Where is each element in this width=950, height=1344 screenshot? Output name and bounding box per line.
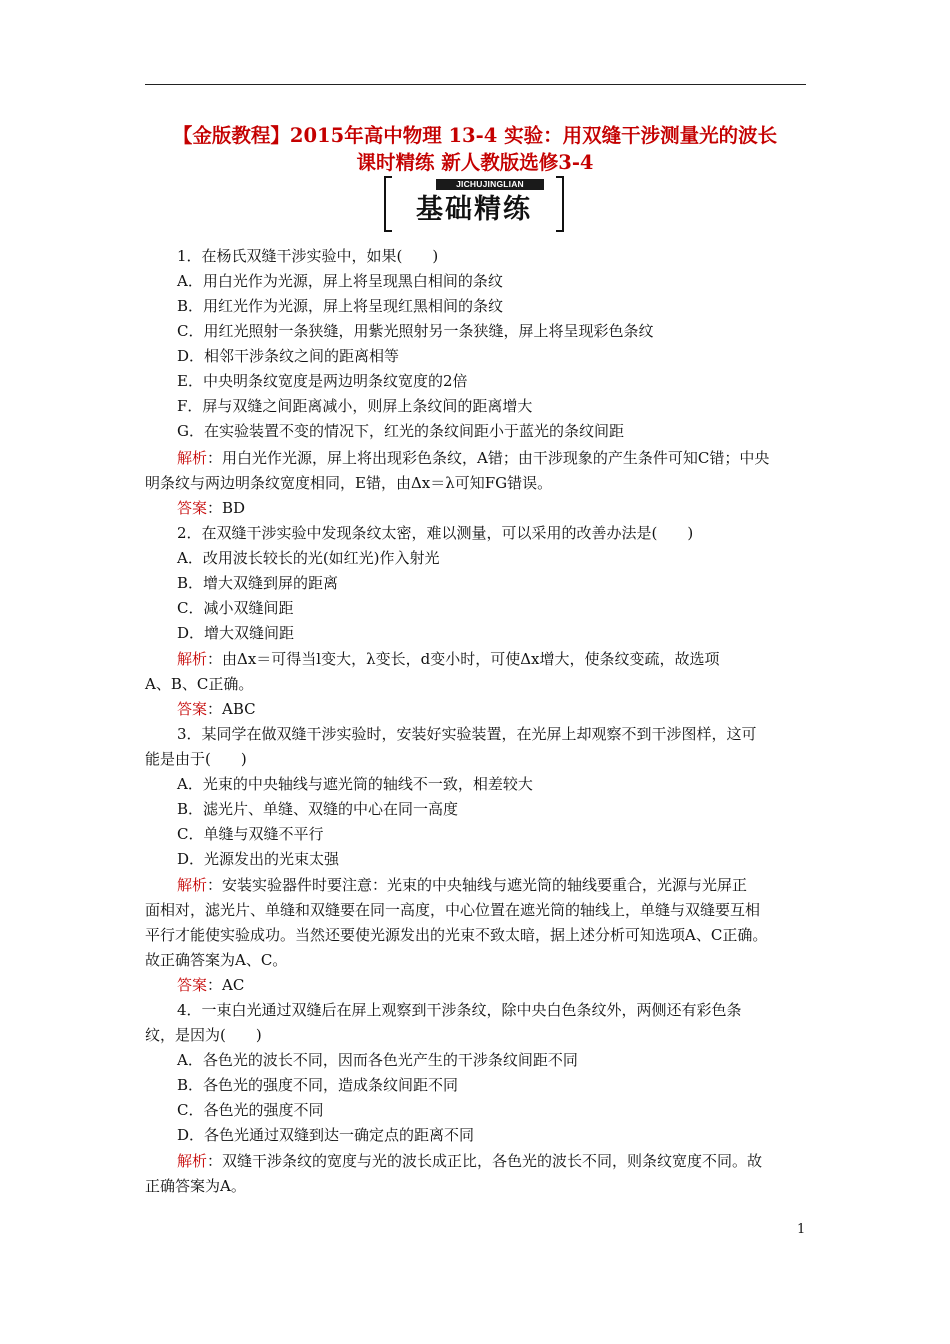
q3-stem-cont: 能是由于( )	[145, 750, 247, 768]
q3-analysis: 解析：安装实验器件时要注意：光束的中央轴线与遮光筒的轴线要重合，光源与光屏正	[177, 876, 748, 894]
q2-option-d: D．增大双缝间距	[177, 624, 295, 642]
q2-analysis-cont: A、B、C正确。	[145, 675, 254, 693]
q3-option-b: B．滤光片、单缝、双缝的中心在同一高度	[177, 800, 459, 818]
analysis-label: 解析	[177, 876, 208, 894]
q4-option-b: B．各色光的强度不同，造成条纹间距不同	[177, 1076, 459, 1094]
q3-option-a: A．光束的中央轴线与遮光筒的轴线不一致，相差较大	[177, 775, 533, 793]
q3-answer: 答案：AC	[177, 976, 245, 994]
header-rule	[145, 84, 806, 85]
analysis-label: 解析	[177, 1152, 208, 1170]
q3-analysis-cont-3: 故正确答案为A、C。	[145, 951, 288, 969]
page-number: 1	[797, 1222, 806, 1237]
q3-option-d: D．光源发出的光束太强	[177, 850, 340, 868]
q2-option-c: C．减小双缝间距	[177, 599, 294, 617]
q1-option-c: C．用红光照射一条狭缝，用紫光照射另一条狭缝，屏上将呈现彩色条纹	[177, 322, 654, 340]
q2-analysis: 解析：由Δx＝可得当l变大，λ变长，d变小时，可使Δx增大，使条纹变疏，故选项	[177, 650, 720, 668]
q4-option-a: A．各色光的波长不同，因而各色光产生的干涉条纹间距不同	[177, 1051, 578, 1069]
analysis-label: 解析	[177, 449, 208, 467]
answer-label: 答案	[177, 976, 208, 994]
document-title-line2: 课时精练 新人教版选修3-4	[356, 151, 594, 174]
q2-option-a: A．改用波长较长的光(如红光)作入射光	[177, 549, 440, 567]
document-title-line1: 【金版教程】2015年高中物理 13-4 实验：用双缝干涉测量光的波长	[172, 124, 778, 147]
section-banner	[384, 176, 564, 232]
q1-option-a: A．用白光作为光源，屏上将呈现黑白相间的条纹	[177, 272, 503, 290]
answer-label: 答案	[177, 499, 208, 517]
left-bracket	[384, 176, 392, 232]
right-bracket	[556, 176, 564, 232]
q2-stem: 2．在双缝干涉实验中发现条纹太密，难以测量，可以采用的改善办法是( )	[177, 524, 694, 542]
q3-analysis-cont-1: 面相对，滤光片、单缝和双缝要在同一高度，中心位置在遮光筒的轴线上，单缝与双缝要互相	[145, 901, 761, 919]
q2-answer: 答案：ABC	[177, 700, 256, 718]
q4-stem: 4．一束白光通过双缝后在屏上观察到干涉条纹，除中央白色条纹外，两侧还有彩色条	[177, 1001, 742, 1019]
answer-label: 答案	[177, 700, 208, 718]
q4-option-c: C．各色光的强度不同	[177, 1101, 324, 1119]
q4-option-d: D．各色光通过双缝到达一确定点的距离不同	[177, 1126, 475, 1144]
banner-title: 基础精练	[416, 194, 532, 225]
q1-option-d: D．相邻干涉条纹之间的距离相等	[177, 347, 400, 365]
q1-analysis-cont: 明条纹与两边明条纹宽度相同，E错，由Δx＝λ可知FG错误。	[145, 474, 553, 492]
q3-stem: 3．某同学在做双缝干涉实验时，安装好实验装置，在光屏上却观察不到干涉图样，这可	[177, 725, 757, 743]
q3-option-c: C．单缝与双缝不平行	[177, 825, 324, 843]
q1-option-b: B．用红光作为光源，屏上将呈现红黑相间的条纹	[177, 297, 504, 315]
q1-answer: 答案：BD	[177, 499, 246, 517]
q4-analysis: 解析：双缝干涉条纹的宽度与光的波长成正比，各色光的波长不同，则条纹宽度不同。故	[177, 1152, 763, 1170]
q2-option-b: B．增大双缝到屏的距离	[177, 574, 339, 592]
q1-option-f: F．屏与双缝之间距离减小，则屏上条纹间的距离增大	[177, 397, 533, 415]
q1-analysis: 解析：用白光作光源，屏上将出现彩色条纹，A错；由干涉现象的产生条件可知C错；中央	[177, 449, 770, 467]
q4-analysis-cont: 正确答案为A。	[145, 1177, 246, 1195]
analysis-label: 解析	[177, 650, 208, 668]
q3-analysis-cont-2: 平行才能使实验成功。当然还要使光源发出的光束不致太暗，据上述分析可知选项A、C正确。	[145, 926, 768, 944]
q1-stem: 1．在杨氏双缝干涉实验中，如果( )	[177, 247, 439, 265]
q1-option-e: E．中央明条纹宽度是两边明条纹宽度的2倍	[177, 372, 468, 390]
banner-pinyin: JICHUJINGLIAN	[436, 179, 544, 190]
q1-option-g: G．在实验装置不变的情况下，红光的条纹间距小于蓝光的条纹间距	[177, 422, 624, 440]
q4-stem-cont: 纹，是因为( )	[145, 1026, 262, 1044]
